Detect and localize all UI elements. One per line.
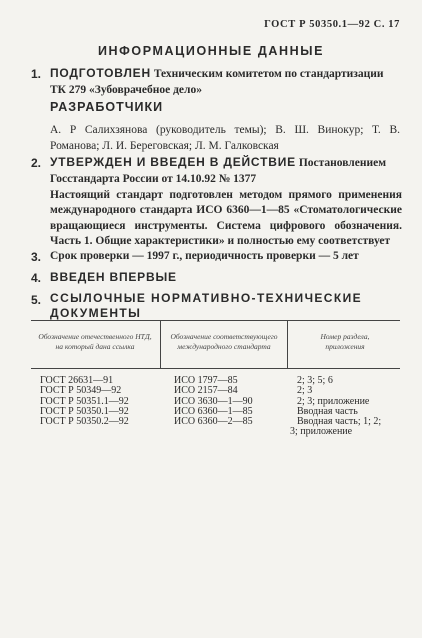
table-top-rule [31,320,400,321]
section-4-number: 4. [31,271,42,285]
section-2-text: Постановлением Госстандарта России от 14.10.92 № 1377 [50,157,387,185]
page-title: ИНФОРМАЦИОННЫЕ ДАННЫЕ [97,44,325,58]
section-4-heading: ВВЕДЕН ВПЕРВЫЕ [50,270,177,284]
table-column-divider [160,320,161,368]
section-2-number: 2. [31,156,42,170]
running-head: ГОСТ Р 50350.1—92 С. 17 [264,19,400,30]
table-cell-ntd: ГОСТ Р 50350.1—92 [40,405,129,417]
table-column-ntd [40,376,129,427]
table-header-ntd: Обозначение отечественного НТД, на который дана ссылка [38,332,152,351]
table-cell-iso: ИСО 1797—85 [174,375,238,386]
table-cell-section: Вводная часть; 1; 2; [297,416,382,428]
section-5-number: 5. [31,293,42,307]
section-2-heading: УТВЕРЖДЕН И ВВЕДЕН В ДЕЙСТВИЕ [50,155,296,169]
developers-heading: РАЗРАБОТЧИКИ [50,100,164,114]
table-cell-section: 2; 3 [297,385,313,397]
table-cell-section-continuation: 3; приложение [290,426,353,438]
table-column-divider [287,320,288,368]
table-header-section: Номер раздела, приложения [320,332,370,351]
table-cell-ntd: ГОСТ Р 50350.2—92 [40,416,129,428]
table-cell-iso: ИСО 6360—1—85 [174,405,253,417]
table-cell-section: Вводная часть [297,405,358,417]
section-1 [50,66,402,98]
section-5-heading: ССЫЛОЧНЫЕ НОРМАТИВНО-ТЕХНИЧЕСКИЕ ДОКУМЕНТЫ [50,291,363,320]
section-2 [50,155,402,187]
section-2-paragraph: Настоящий стандарт подготовлен методом прямого применения международного стандарта ИСО 6360—1—85 «Стоматологические вращающиеся инструменты. Система цифрового обозначения. Часть 1. Общие характеристики» и полностью ему соответствует [50,189,402,247]
table-cell-iso: ИСО 3630—1—90 [174,395,253,407]
table-cell-section: 2; 3; приложение [297,395,370,407]
table-column-section [290,375,382,438]
section-3-text: Срок проверки — 1997 г., периодичность проверки — 5 лет [50,250,359,262]
table-header-rule [31,368,400,369]
table-cell-ntd: ГОСТ Р 50351.1—92 [40,395,129,407]
table-header-iso: Обозначение соответствующего международного стандарта [170,332,278,351]
table-cell-ntd: ГОСТ 26631—91 [40,375,114,386]
section-3-number: 3. [31,250,42,264]
table-column-iso [174,376,253,427]
developers-list: А. Р Салихзянова (руководитель темы); В. Ш. Винокур; Т. В. Романова; Л. И. Береговская; Л. М. Галковская [50,124,400,152]
table-cell-ntd: ГОСТ Р 50349—92 [40,385,122,397]
table-cell-section: 2; 3; 5; 6 [297,375,333,386]
section-1-text: Техническим комитетом по стандартизации ТК 279 «Зубоврачебное дело» [50,68,384,96]
table-cell-iso: ИСО 2157—84 [174,385,238,397]
table-cell-iso: ИСО 6360—2—85 [174,416,253,428]
section-1-number: 1. [31,67,42,81]
section-1-heading: ПОДГОТОВЛЕН [50,66,151,80]
